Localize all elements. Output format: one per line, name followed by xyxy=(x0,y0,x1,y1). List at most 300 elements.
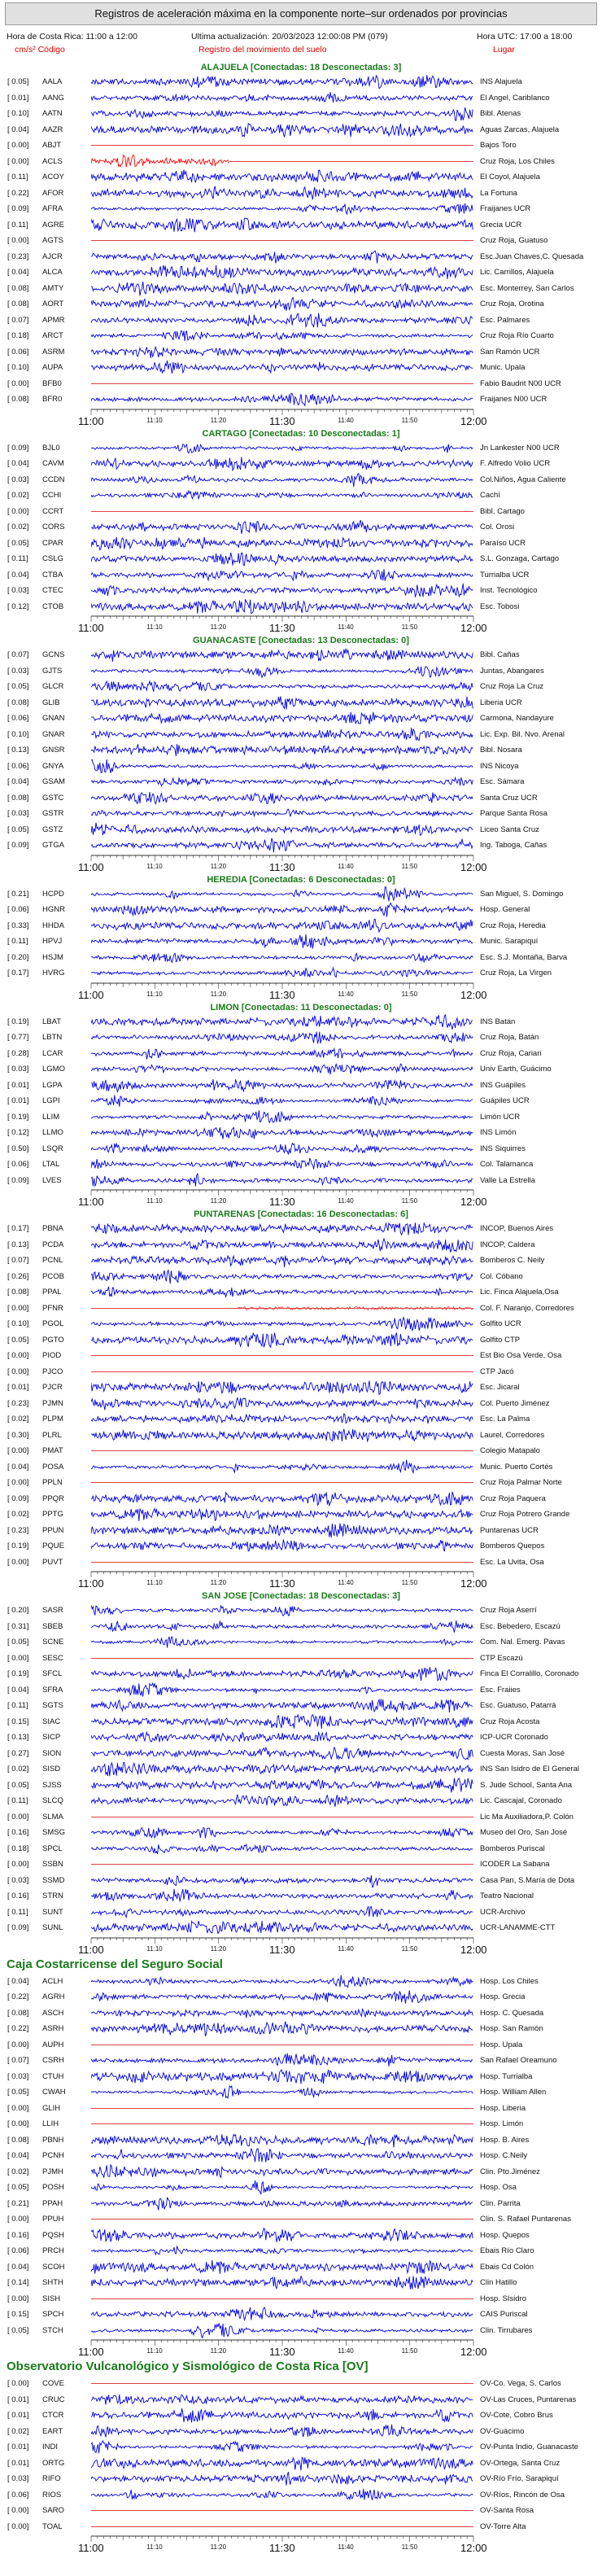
trace-container xyxy=(91,2323,473,2338)
station-row xyxy=(0,376,602,392)
acceleration-value: [ 0.01] xyxy=(7,1096,29,1105)
acceleration-value: [ 0.11] xyxy=(7,937,28,946)
station-place: Cruz Roja, Los Chiles xyxy=(480,156,555,166)
station-place: INS Batán xyxy=(480,1017,516,1026)
station-place: Cruz Roja, Guatuso xyxy=(480,236,548,245)
acceleration-value: [ 0.04] xyxy=(7,125,29,134)
station-place: Lic. Cascajal, Coronado xyxy=(480,1796,562,1805)
station-place: Parque Santa Rosa xyxy=(480,809,547,818)
page xyxy=(0,2,602,2554)
axis-major-label: 11:30 xyxy=(269,2346,295,2358)
waveform-trace xyxy=(91,2323,473,2338)
station-code: CTUH xyxy=(42,2071,64,2081)
station-code: LGMO xyxy=(42,1065,65,1074)
acceleration-value: [ 0.13] xyxy=(7,1733,29,1742)
waveform-trace xyxy=(91,2291,473,2307)
trace-container xyxy=(91,965,473,981)
acceleration-value: [ 0.01] xyxy=(7,2443,29,2451)
axis-major-label: 11:00 xyxy=(78,1577,104,1590)
waveform-trace xyxy=(91,2519,473,2534)
trace-container xyxy=(91,1778,473,1793)
station-code: SISH xyxy=(42,2294,61,2303)
station-place: INS Nicoya xyxy=(480,761,519,771)
axis-major-label: 11:30 xyxy=(269,414,295,427)
station-row xyxy=(0,1475,602,1491)
acceleration-value: [ 0.00] xyxy=(7,1351,29,1360)
waveform-trace xyxy=(91,233,473,248)
station-place: Golfito UCR xyxy=(480,1319,521,1328)
waveform-trace xyxy=(91,169,473,185)
waveform-trace xyxy=(91,328,473,343)
trace-container xyxy=(91,1396,473,1411)
acceleration-value: [ 0.01] xyxy=(7,2411,29,2420)
section-6 xyxy=(0,1590,602,1956)
trace-container xyxy=(91,296,473,312)
waveform-trace xyxy=(91,2196,473,2211)
station-code: POSH xyxy=(42,2183,64,2192)
station-row xyxy=(0,138,602,154)
waveform-trace xyxy=(91,1841,473,1857)
waveform-trace xyxy=(91,2005,473,2021)
axis-minor-label: 11:20 xyxy=(210,1579,227,1586)
waveform-trace xyxy=(91,1698,473,1713)
station-code: SARO xyxy=(42,2506,64,2515)
station-place: Col. Cóbano xyxy=(480,1271,523,1281)
station-row xyxy=(0,2392,602,2408)
acceleration-value: [ 0.07] xyxy=(7,2056,29,2065)
section-0 xyxy=(0,61,602,427)
acceleration-value: [ 0.15] xyxy=(7,1717,29,1726)
station-row xyxy=(0,551,602,567)
waveform-trace xyxy=(91,1714,473,1730)
waveform-trace xyxy=(91,663,473,679)
waveform-trace xyxy=(91,1873,473,1888)
acceleration-value: [ 0.09] xyxy=(7,1175,29,1185)
trace-container xyxy=(91,1253,473,1268)
acceleration-value: [ 0.06] xyxy=(7,761,29,771)
axis-minor-label: 11:40 xyxy=(338,990,354,998)
waveform-trace xyxy=(91,2069,473,2084)
acceleration-value: [ 0.19] xyxy=(7,1017,29,1026)
station-code: LCAR xyxy=(42,1048,63,1058)
station-code: SUNL xyxy=(42,1923,63,1932)
acceleration-value: [ 0.19] xyxy=(7,1669,29,1678)
waveform-trace xyxy=(91,1555,473,1570)
station-row xyxy=(0,567,602,584)
station-code: APMR xyxy=(42,315,65,325)
station-code: LLMO xyxy=(42,1128,63,1137)
station-code: AANG xyxy=(42,93,64,103)
axis-major-label: 12:00 xyxy=(460,1196,487,1208)
station-code: PPUN xyxy=(42,1525,64,1535)
station-row xyxy=(0,1332,602,1349)
station-code: COVE xyxy=(42,2379,64,2388)
axis-major-label: 11:30 xyxy=(269,860,295,873)
station-row xyxy=(0,456,602,472)
station-place: Esc. Tobosi xyxy=(480,601,520,611)
station-row xyxy=(0,1841,602,1857)
axis-minor-label: 11:40 xyxy=(338,623,354,631)
trace-container xyxy=(91,1841,473,1857)
waveform-trace xyxy=(91,1778,473,1793)
station-code: PJMN xyxy=(42,1398,63,1408)
waveform-trace xyxy=(91,313,473,328)
trace-container xyxy=(91,1284,473,1300)
station-row xyxy=(0,583,602,599)
waveform-trace xyxy=(91,583,473,598)
station-code: PFNR xyxy=(42,1303,63,1313)
station-code: GLIB xyxy=(42,698,60,707)
station-code: CPAR xyxy=(42,538,63,548)
waveform-trace xyxy=(91,2471,473,2486)
station-row xyxy=(0,679,602,695)
waveform-trace xyxy=(91,2053,473,2068)
trace-container xyxy=(91,1873,473,1888)
acceleration-value: [ 0.03] xyxy=(7,666,29,676)
waveform-trace xyxy=(91,296,473,312)
acceleration-value: [ 0.21] xyxy=(7,2198,29,2208)
trace-container xyxy=(91,536,473,551)
acceleration-value: [ 0.00] xyxy=(7,1478,29,1487)
waveform-trace xyxy=(91,695,473,711)
waveform-trace xyxy=(91,1989,473,2005)
station-row xyxy=(0,1396,602,1412)
station-code: SBEB xyxy=(42,1621,63,1631)
station-place: Clin. Tirrubares xyxy=(480,2325,533,2335)
station-place: ICP-UCR Coronado xyxy=(480,1733,548,1742)
station-code: SSBN xyxy=(42,1860,63,1869)
acceleration-value: [ 0.09] xyxy=(7,1923,29,1932)
acceleration-value: [ 0.08] xyxy=(7,793,29,803)
trace-container xyxy=(91,1141,473,1157)
station-row xyxy=(0,2053,602,2069)
station-place: Cruz Roja, La Virgen xyxy=(480,969,552,977)
station-place: Lic. Carrillos, Alajuela xyxy=(480,268,554,277)
trace-container xyxy=(91,2180,473,2195)
acceleration-value: [ 0.26] xyxy=(7,1271,29,1281)
station-code: LGPA xyxy=(42,1080,63,1090)
station-row xyxy=(0,249,602,265)
station-place: Bibl. Cartago xyxy=(480,506,525,516)
station-place: La Fortuna xyxy=(480,188,517,198)
station-code: CTEC xyxy=(42,586,63,595)
station-row xyxy=(0,1682,602,1699)
waveform-trace xyxy=(91,1491,473,1507)
station-place: OV-Santa Rosa xyxy=(480,2506,534,2515)
axis-minor-label: 11:50 xyxy=(401,862,418,870)
station-place: Col. Puerto Jiménez xyxy=(480,1398,550,1408)
station-row xyxy=(0,1301,602,1317)
station-row xyxy=(0,2323,602,2339)
station-row xyxy=(0,536,602,552)
trace-container xyxy=(91,488,473,503)
local-time: Hora de Costa Rica: 11:00 a 12:00 xyxy=(7,32,137,42)
station-place: CAIS Puriscal xyxy=(480,2310,528,2319)
waveform-trace xyxy=(91,488,473,503)
station-code: GNSR xyxy=(42,746,65,754)
station-row xyxy=(0,391,602,408)
waveform-trace xyxy=(91,2116,473,2132)
station-place: Bibl. Nosara xyxy=(480,746,522,754)
station-code: AAZR xyxy=(42,125,63,134)
station-row xyxy=(0,2196,602,2212)
acceleration-value: [ 0.13] xyxy=(7,746,29,754)
axis-minor-label: 11:50 xyxy=(401,623,418,631)
waveform-trace xyxy=(91,2037,473,2053)
axis-major-label: 12:00 xyxy=(460,1577,487,1590)
station-code: PRCH xyxy=(42,2246,64,2255)
section-title: SAN JOSE [Conectadas: 18 Desconectadas: 3] xyxy=(202,1591,400,1601)
station-place: Hosp. Los Chiles xyxy=(480,1976,539,1986)
station-row xyxy=(0,1714,602,1730)
waveform-trace xyxy=(91,1046,473,1061)
station-code: SFRA xyxy=(42,1685,63,1695)
acceleration-value: [ 0.04] xyxy=(7,268,29,277)
station-row xyxy=(0,328,602,344)
station-place: OV-Las Cruces, Puntarenas xyxy=(480,2394,577,2404)
station-code: AGTS xyxy=(42,236,63,245)
station-code: HVRG xyxy=(42,969,65,977)
station-code: PGOL xyxy=(42,1319,64,1328)
station-row xyxy=(0,886,602,903)
station-code: ORTG xyxy=(42,2458,65,2468)
station-place: Hosp. William Allen xyxy=(480,2088,547,2097)
acceleration-value: [ 0.07] xyxy=(7,315,29,325)
station-row xyxy=(0,186,602,202)
acceleration-value: [ 0.03] xyxy=(7,809,29,818)
axis-major-label: 11:00 xyxy=(78,1196,104,1208)
axis-minor-label: 11:10 xyxy=(146,1579,163,1586)
acceleration-value: [ 0.05] xyxy=(7,1335,29,1345)
waveform-trace xyxy=(91,965,473,981)
station-row xyxy=(0,504,602,520)
axis-major-label: 11:00 xyxy=(78,1943,104,1956)
trace-container xyxy=(91,2037,473,2053)
axis-minor-label: 11:10 xyxy=(146,862,163,870)
station-code: GLCR xyxy=(42,682,64,691)
station-place: Lic. Finca Alajuela,Osa xyxy=(480,1288,559,1297)
station-place: S. Jude School, Santa Ana xyxy=(480,1780,573,1790)
trace-container xyxy=(91,1507,473,1522)
station-code: ASRM xyxy=(42,347,65,356)
section-4 xyxy=(0,1001,602,1209)
station-code: SCOH xyxy=(42,2262,65,2272)
station-row xyxy=(0,1173,602,1189)
trace-container xyxy=(91,2456,473,2471)
station-place: UCR-LANAMME-CTT xyxy=(480,1923,556,1932)
trace-container xyxy=(91,679,473,694)
trace-container xyxy=(91,1857,473,1872)
station-code: CAVM xyxy=(42,459,64,468)
acceleration-value: [ 0.02] xyxy=(7,1415,29,1424)
trace-container xyxy=(91,217,473,233)
waveform-trace xyxy=(91,934,473,949)
waveform-trace xyxy=(91,567,473,583)
trace-container xyxy=(91,902,473,917)
acceleration-value: [ 0.77] xyxy=(7,1033,29,1042)
station-code: LBAT xyxy=(42,1017,62,1026)
station-code: ACOY xyxy=(42,173,64,182)
axis-major-label: 12:00 xyxy=(460,1943,487,1956)
acceleration-value: [ 0.02] xyxy=(7,1765,29,1773)
section-3 xyxy=(0,873,602,1001)
trace-container xyxy=(91,1237,473,1253)
station-code: PJCR xyxy=(42,1383,63,1392)
acceleration-value: [ 0.03] xyxy=(7,475,29,484)
station-place: Fraijanes N00 UCR xyxy=(480,395,547,404)
station-row xyxy=(0,2424,602,2440)
station-code: AUPA xyxy=(42,363,63,372)
station-row xyxy=(0,1284,602,1301)
acceleration-value: [ 0.23] xyxy=(7,1525,29,1535)
axis-minor-label: 11:50 xyxy=(401,2347,418,2355)
waveform-trace xyxy=(91,1603,473,1618)
acceleration-value: [ 0.05] xyxy=(7,2088,29,2097)
time-axis xyxy=(0,1936,602,1956)
acceleration-value: [ 0.05] xyxy=(7,2183,29,2192)
waveform-trace xyxy=(91,1173,473,1188)
trace-container xyxy=(91,1332,473,1348)
waveform-trace xyxy=(91,1411,473,1427)
station-place: Esc. Jicaral xyxy=(480,1383,520,1392)
waveform-trace xyxy=(91,1364,473,1380)
axis-major-label: 11:00 xyxy=(78,414,104,427)
station-row xyxy=(0,727,602,743)
station-place: Laurel, Corredores xyxy=(480,1430,545,1440)
acceleration-value: [ 0.11] xyxy=(7,220,28,230)
waveform-trace xyxy=(91,1888,473,1904)
waveform-trace xyxy=(91,1237,473,1253)
place-legend: Lugar xyxy=(493,45,515,55)
trace-container xyxy=(91,1905,473,1920)
waveform-trace xyxy=(91,2392,473,2408)
trace-container xyxy=(91,1666,473,1682)
waveform-trace xyxy=(91,186,473,201)
station-row xyxy=(0,1555,602,1571)
axis-minor-label: 11:50 xyxy=(401,2543,418,2551)
waveform-trace xyxy=(91,74,473,90)
acceleration-value: [ 0.08] xyxy=(7,2135,29,2145)
trace-container xyxy=(91,2228,473,2243)
station-place: Fabio Baudrit N00 UCR xyxy=(480,378,561,388)
trace-container xyxy=(91,1538,473,1554)
trace-container xyxy=(91,1698,473,1713)
station-place: Cuesta Moras, San José xyxy=(480,1748,565,1758)
waveform-trace xyxy=(91,647,473,663)
station-code: AMTY xyxy=(42,283,64,293)
trace-container xyxy=(91,2487,473,2503)
trace-container xyxy=(91,1682,473,1698)
station-place: OV-Co. Vega, S. Carlos xyxy=(480,2379,561,2388)
station-row xyxy=(0,1014,602,1030)
acceleration-value: [ 0.19] xyxy=(7,1112,29,1122)
station-row xyxy=(0,1380,602,1396)
station-code: AORT xyxy=(42,300,64,308)
time-axis xyxy=(0,854,602,873)
station-code: SFCL xyxy=(42,1669,63,1678)
station-code: LSQR xyxy=(42,1144,63,1153)
section-title: GUANACASTE [Conectadas: 13 Desconectadas: 0] xyxy=(193,636,409,645)
station-code: GJTS xyxy=(42,666,63,676)
station-row xyxy=(0,742,602,759)
waveform-trace xyxy=(91,806,473,821)
axis-minor-label: 11:40 xyxy=(338,1197,354,1205)
station-code: PJCO xyxy=(42,1367,63,1376)
station-place: OV-Ríos, Rincón de Osa xyxy=(480,2490,565,2499)
station-code: ASCH xyxy=(42,2008,64,2018)
acceleration-value: [ 0.08] xyxy=(7,283,29,293)
acceleration-value: [ 0.04] xyxy=(7,1462,29,1472)
trace-container xyxy=(91,74,473,90)
station-place: Cruz Roja, Orotina xyxy=(480,300,544,308)
station-code: SASR xyxy=(42,1606,63,1615)
waveform-trace xyxy=(91,2376,473,2391)
station-code: HCPD xyxy=(42,889,64,899)
trace-container xyxy=(91,2164,473,2180)
axis-major-label: 11:30 xyxy=(269,1196,295,1208)
waveform-trace xyxy=(91,1125,473,1140)
station-place: Bomberos C. Neily xyxy=(480,1256,545,1265)
station-place: S.L. Gonzaga, Cartago xyxy=(480,554,560,563)
trace-container xyxy=(91,1428,473,1443)
acceleration-value: [ 0.00] xyxy=(7,1557,29,1567)
axis-minor-label: 11:50 xyxy=(401,1579,418,1586)
acceleration-value: [ 0.01] xyxy=(7,93,29,103)
station-row xyxy=(0,233,602,249)
station-row xyxy=(0,1746,602,1762)
station-place: INCOP, Caldera xyxy=(480,1240,535,1249)
station-code: CTCR xyxy=(42,2411,64,2420)
waveform-trace xyxy=(91,249,473,265)
station-row xyxy=(0,902,602,918)
time-axis xyxy=(0,1188,602,1208)
station-row xyxy=(0,1666,602,1682)
axis-minor-label: 11:20 xyxy=(210,1944,227,1953)
acceleration-value: [ 0.18] xyxy=(7,331,29,340)
station-code: PCNH xyxy=(42,2151,64,2160)
acceleration-value: [ 0.08] xyxy=(7,698,29,707)
acceleration-value: [ 0.02] xyxy=(7,491,29,500)
station-row xyxy=(0,2408,602,2424)
station-place: OV-Guácimo xyxy=(480,2426,525,2436)
axis-major-label: 11:00 xyxy=(78,2542,104,2554)
waveform-trace xyxy=(91,2228,473,2243)
station-row xyxy=(0,2487,602,2504)
trace-container xyxy=(91,2439,473,2455)
acceleration-value: [ 0.00] xyxy=(7,2506,29,2515)
waveform-trace xyxy=(91,1443,473,1459)
trace-container xyxy=(91,695,473,711)
station-code: SCNE xyxy=(42,1638,64,1647)
waveform-trace xyxy=(91,154,473,169)
waveform-trace xyxy=(91,1538,473,1554)
station-row xyxy=(0,1093,602,1109)
waveform-trace xyxy=(91,1301,473,1316)
station-code: PBNA xyxy=(42,1224,63,1233)
waveform-trace xyxy=(91,822,473,838)
trace-container xyxy=(91,663,473,679)
station-code: EART xyxy=(42,2426,63,2436)
trace-container xyxy=(91,918,473,934)
waveform-trace xyxy=(91,2180,473,2195)
trace-container xyxy=(91,2132,473,2148)
station-place: Cruz Roja, Cariari xyxy=(480,1048,542,1058)
waveform-trace xyxy=(91,711,473,726)
time-axis xyxy=(0,2338,602,2358)
trace-container xyxy=(91,1989,473,2005)
station-code: CTBA xyxy=(42,570,63,579)
acceleration-value: [ 0.11] xyxy=(7,1701,28,1710)
